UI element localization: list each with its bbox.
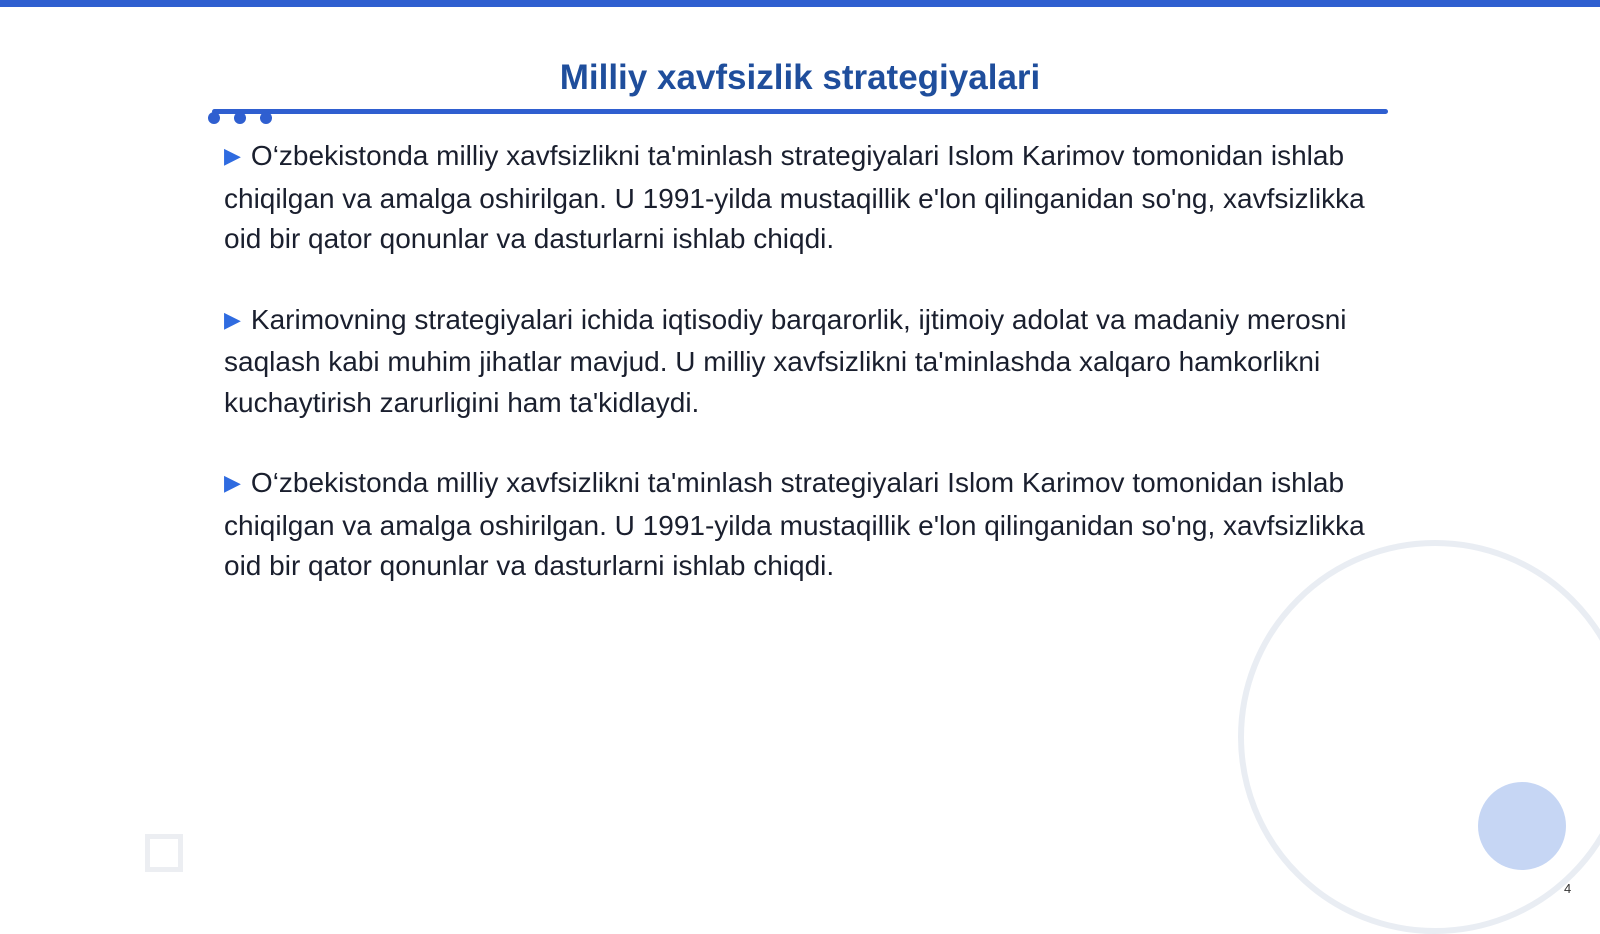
underline-dot-1 bbox=[208, 112, 220, 124]
bullet-text-1: O‘zbekistonda milliy xavfsizlikni ta'minlash strategiyalari Islom Karimov tomonidan ishlab chiqilgan va amalga oshirilgan. U 1991-yilda mustaqillik e'lon qilinganidan so'ng, xavfsizlikka oid bir qator qonunlar va dasturlarni ishlab chiqdi. bbox=[224, 140, 1365, 254]
bullet-text-2: Karimovning strategiyalari ichida iqtisodiy barqarorlik, ijtimoiy adolat va madaniy merosni saqlash kabi muhim jihatlar mavjud. U milliy xavfsizlikni ta'minlashda xalqaro hamkorlikni kuchaytirish zarurligini ham ta'kidlaydi. bbox=[224, 303, 1347, 418]
page-number: 4 bbox=[1564, 881, 1572, 896]
top-accent-bar bbox=[0, 0, 1600, 7]
bullet-list bbox=[224, 136, 1394, 627]
title-underline bbox=[212, 109, 1388, 114]
bullet-item-3 bbox=[224, 463, 1394, 587]
bullet-arrow-icon: ▶ bbox=[224, 470, 241, 495]
bullet-text-3: O‘zbekistonda milliy xavfsizlikni ta'minlash strategiyalari Islom Karimov tomonidan ishlab chiqilgan va amalga oshirilgan. U 1991-yilda mustaqillik e'lon qilinganidan so'ng, xavfsizlikka oid bir qator qonunlar va dasturlarni ishlab chiqdi. bbox=[224, 467, 1365, 581]
bullet-item-2 bbox=[224, 300, 1394, 424]
underline-dot-3 bbox=[260, 112, 272, 124]
bullet-arrow-icon: ▶ bbox=[224, 143, 241, 168]
bullet-arrow-icon: ▶ bbox=[224, 306, 241, 332]
decorative-square bbox=[145, 834, 183, 872]
bullet-item-1 bbox=[224, 136, 1394, 260]
decorative-circle bbox=[1478, 782, 1566, 870]
slide-title: Milliy xavfsizlik strategiyalari bbox=[559, 58, 1041, 97]
underline-dot-2 bbox=[234, 112, 246, 124]
